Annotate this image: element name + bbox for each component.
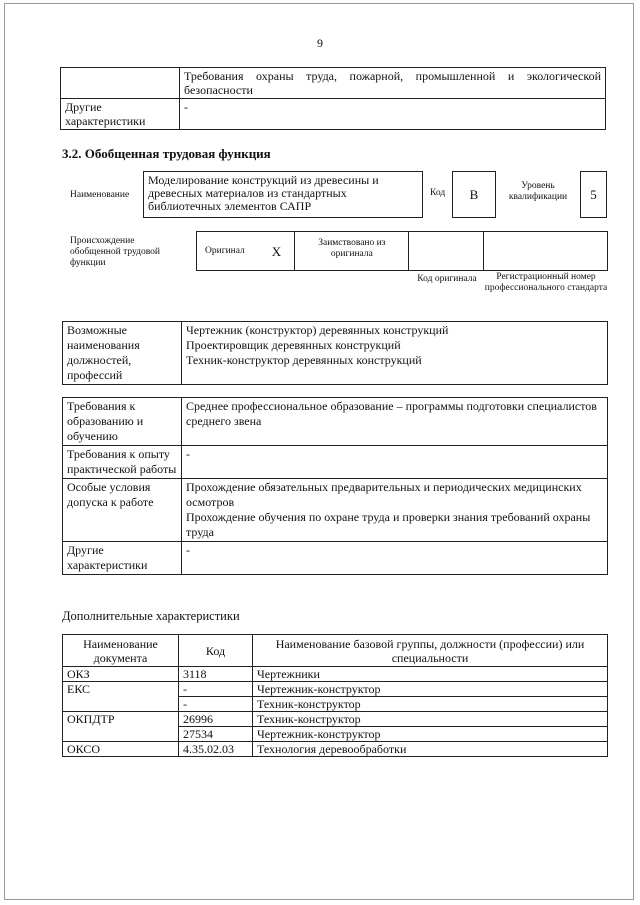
positions-list xyxy=(182,322,608,385)
table-row xyxy=(63,742,608,757)
borrowed-label: Заимствовано из оригинала xyxy=(295,232,409,271)
doc-cell: ОКЗ xyxy=(63,667,179,682)
positions-table xyxy=(62,321,608,385)
table-row xyxy=(197,232,608,271)
name-cell: Техник-конструктор xyxy=(253,712,608,727)
name-cell: Чертежник-конструктор xyxy=(253,727,608,742)
doc-cell: ОКПДТР xyxy=(63,712,179,742)
row-label xyxy=(61,68,180,99)
section-title: 3.2. Обобщенная трудовая функция xyxy=(62,146,271,161)
code-label: Код xyxy=(430,188,446,198)
name-cell: Чертежник-конструктор xyxy=(253,682,608,697)
additional-characteristics-title: Дополнительные характеристики xyxy=(62,609,240,623)
row-line: Среднее профессиональное образование – программы подготовки специалистов среднего звена xyxy=(186,399,597,428)
name-label: Наименование xyxy=(70,190,130,200)
code-cell: 3118 xyxy=(179,667,253,682)
code-original-label: Код оригинала xyxy=(417,274,477,284)
original-mark: X xyxy=(259,232,295,271)
origin-label: Происхождение обобщенной трудовой функции xyxy=(70,236,160,268)
header-document: Наименование документа xyxy=(63,635,179,667)
list-item: Техник-конструктор деревянных конструкций xyxy=(186,353,422,367)
row-line: - xyxy=(186,543,190,557)
table-row xyxy=(61,99,606,130)
row-line: Прохождение обучения по охране труда и проверки знания требований охраны труда xyxy=(186,510,591,539)
table-row xyxy=(63,446,608,479)
code-cell: 27534 xyxy=(179,727,253,742)
list-item: Проектировщик деревянных конструкций xyxy=(186,338,401,352)
row-value xyxy=(182,479,608,542)
name-cell: Технология деревообработки xyxy=(253,742,608,757)
row-value xyxy=(182,446,608,479)
row-label: Требования к образованию и обучению xyxy=(63,398,182,446)
row-label: Другие характеристики xyxy=(63,542,182,575)
table-row xyxy=(63,667,608,682)
table-row xyxy=(63,682,608,697)
classification-table xyxy=(62,634,608,757)
row-value: - xyxy=(180,99,606,130)
row-label: Другие характеристики xyxy=(61,99,180,130)
safety-requirements-table xyxy=(60,67,606,130)
name-cell: Чертежники xyxy=(253,667,608,682)
table-row xyxy=(63,322,608,385)
code-cell: 26996 xyxy=(179,712,253,727)
doc-cell: ОКСО xyxy=(63,742,179,757)
table-row xyxy=(61,68,606,99)
qualification-level-box: 5 xyxy=(580,171,607,218)
name-cell: Техник-конструктор xyxy=(253,697,608,712)
table-header-row xyxy=(63,635,608,667)
function-name-box: Моделирование конструкций из древесины и древесных материалов из стандартных библиотечных элементов САПР xyxy=(143,171,423,218)
row-value: Требования охраны труда, пожарной, промышленной и экологической безопасности xyxy=(180,68,606,99)
qualification-level-label: Уровень квалификации xyxy=(508,181,568,202)
reg-number-cell xyxy=(483,232,607,271)
table-row xyxy=(63,542,608,575)
row-label: Требования к опыту практической работы xyxy=(63,446,182,479)
row-line: - xyxy=(186,447,190,461)
list-item: Чертежник (конструктор) деревянных конструкций xyxy=(186,323,449,337)
table-row xyxy=(63,712,608,727)
code-cell: - xyxy=(179,682,253,697)
positions-label: Возможные наименования должностей, профессий xyxy=(63,322,182,385)
doc-cell: ЕКС xyxy=(63,682,179,712)
code-cell: 4.35.02.03 xyxy=(179,742,253,757)
row-value xyxy=(182,398,608,446)
code-box: B xyxy=(452,171,496,218)
reg-number-label: Регистрационный номер профессионального стандарта xyxy=(484,272,608,293)
row-value xyxy=(182,542,608,575)
requirements-table xyxy=(62,397,608,575)
table-row xyxy=(63,479,608,542)
code-cell: - xyxy=(179,697,253,712)
header-name: Наименование базовой группы, должности (профессии) или специальности xyxy=(253,635,608,667)
origin-table xyxy=(196,231,608,271)
header-code: Код xyxy=(179,635,253,667)
row-label: Особые условия допуска к работе xyxy=(63,479,182,542)
row-line: Прохождение обязательных предварительных и периодических медицинских осмотров xyxy=(186,480,582,509)
table-row xyxy=(63,398,608,446)
code-original-cell xyxy=(409,232,483,271)
page-number: 9 xyxy=(317,36,323,50)
original-label: Оригинал xyxy=(197,232,259,271)
